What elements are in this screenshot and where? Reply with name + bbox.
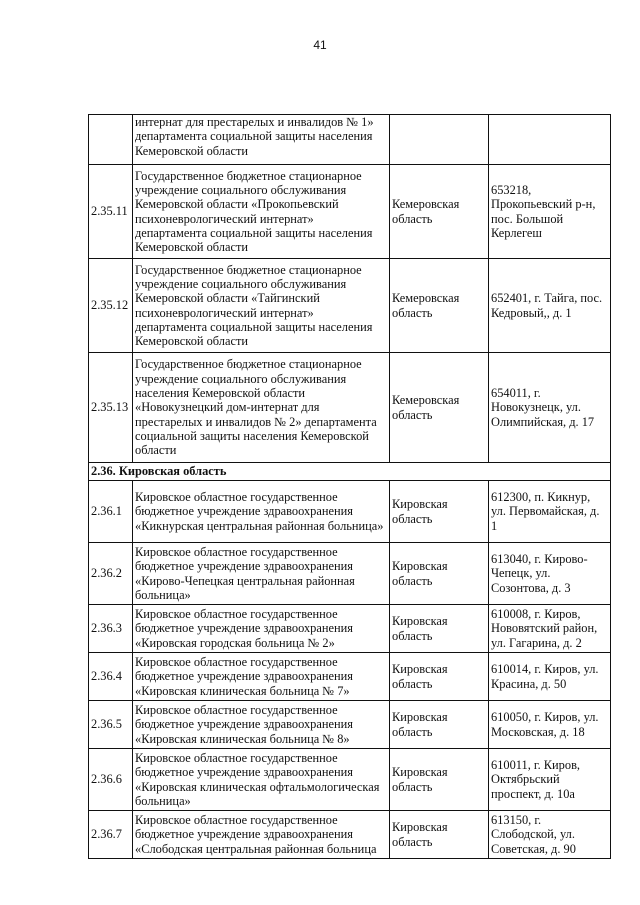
institution-name-cell: интернат для престарелых и инвалидов № 1» департамента социальной защиты населения Кемеровской области — [133, 115, 390, 165]
address-cell: 653218, Прокопьевский р-н, пос. Большой Керлегеш — [489, 165, 611, 259]
table-row — [89, 605, 611, 653]
region-cell: Кемеровская область — [390, 353, 489, 463]
address-cell: 613040, г. Кирово-Чепецк, ул. Созонтова, д. 3 — [489, 543, 611, 605]
institution-name-cell: Кировское областное государственное бюджетное учреждение здравоохранения «Кировская городская больница № 2» — [133, 605, 390, 653]
table-row — [89, 259, 611, 353]
institution-name-cell: Кировское областное государственное бюджетное учреждение здравоохранения «Кировская клиническая больница № 8» — [133, 701, 390, 749]
region-cell: Кировская область — [390, 543, 489, 605]
page-number: 41 — [313, 38, 327, 52]
table-row — [89, 353, 611, 463]
table-row — [89, 115, 611, 165]
row-number-cell: 2.36.2 — [89, 543, 133, 605]
row-number-cell: 2.36.4 — [89, 653, 133, 701]
address-cell — [489, 115, 611, 165]
address-cell: 610050, г. Киров, ул. Московская, д. 18 — [489, 701, 611, 749]
institution-name-cell: Государственное бюджетное стационарное учреждение социального обслуживания Кемеровской области «Тайгинский психоневрологический интернат» департамента социальной защиты населения Кемеровской области — [133, 259, 390, 353]
region-cell: Кировская область — [390, 605, 489, 653]
address-cell: 652401, г. Тайга, пос. Кедровый,, д. 1 — [489, 259, 611, 353]
table-row — [89, 749, 611, 811]
institution-name-cell: Кировское областное государственное бюджетное учреждение здравоохранения «Слободская центральная районная больница — [133, 811, 390, 859]
region-cell: Кировская область — [390, 481, 489, 543]
region-cell: Кировская область — [390, 701, 489, 749]
row-number-cell: 2.36.7 — [89, 811, 133, 859]
section-row — [89, 463, 611, 481]
institution-name-cell: Кировское областное государственное бюджетное учреждение здравоохранения «Кирово-Чепецкая центральная районная больница» — [133, 543, 390, 605]
institution-name-cell: Государственное бюджетное стационарное учреждение социального обслуживания Кемеровской области «Прокопьевский психоневрологический интернат» департамента социальной защиты населения Кемеровской области — [133, 165, 390, 259]
row-number-cell: 2.36.3 — [89, 605, 133, 653]
institution-name-cell: Государственное бюджетное стационарное учреждение социального обслуживания населения Кемеровской области «Новокузнецкий дом-интернат для престарелых и инвалидов № 2» департамента социальной защиты населения Кемеровской области — [133, 353, 390, 463]
region-cell: Кировская область — [390, 811, 489, 859]
institution-name-cell: Кировское областное государственное бюджетное учреждение здравоохранения «Кировская клиническая офтальмологическая больница» — [133, 749, 390, 811]
institutions-table — [88, 114, 611, 859]
row-number-cell: 2.35.13 — [89, 353, 133, 463]
address-cell: 610014, г. Киров, ул. Красина, д. 50 — [489, 653, 611, 701]
region-cell: Кировская область — [390, 653, 489, 701]
table-row — [89, 701, 611, 749]
table-row — [89, 543, 611, 605]
table-row — [89, 481, 611, 543]
table-row — [89, 165, 611, 259]
row-number-cell: 2.35.12 — [89, 259, 133, 353]
table-row — [89, 653, 611, 701]
address-cell: 654011, г. Новокузнецк, ул. Олимпийская, д. 17 — [489, 353, 611, 463]
address-cell: 613150, г. Слободской, ул. Советская, д. 90 — [489, 811, 611, 859]
region-cell: Кировская область — [390, 749, 489, 811]
region-cell — [390, 115, 489, 165]
row-number-cell: 2.36.1 — [89, 481, 133, 543]
address-cell: 612300, п. Кикнур, ул. Первомайская, д. 1 — [489, 481, 611, 543]
institution-name-cell: Кировское областное государственное бюджетное учреждение здравоохранения «Кикнурская центральная районная больница» — [133, 481, 390, 543]
region-cell: Кемеровская область — [390, 165, 489, 259]
row-number-cell: 2.35.11 — [89, 165, 133, 259]
address-cell: 610011, г. Киров, Октябрьский проспект, д. 10а — [489, 749, 611, 811]
table-row — [89, 811, 611, 859]
institution-name-cell: Кировское областное государственное бюджетное учреждение здравоохранения «Кировская клиническая больница № 7» — [133, 653, 390, 701]
region-cell: Кемеровская область — [390, 259, 489, 353]
row-number-cell — [89, 115, 133, 165]
row-number-cell: 2.36.5 — [89, 701, 133, 749]
address-cell: 610008, г. Киров, Нововятский район, ул. Гагарина, д. 2 — [489, 605, 611, 653]
section-header: 2.36. Кировская область — [89, 463, 611, 481]
row-number-cell: 2.36.6 — [89, 749, 133, 811]
